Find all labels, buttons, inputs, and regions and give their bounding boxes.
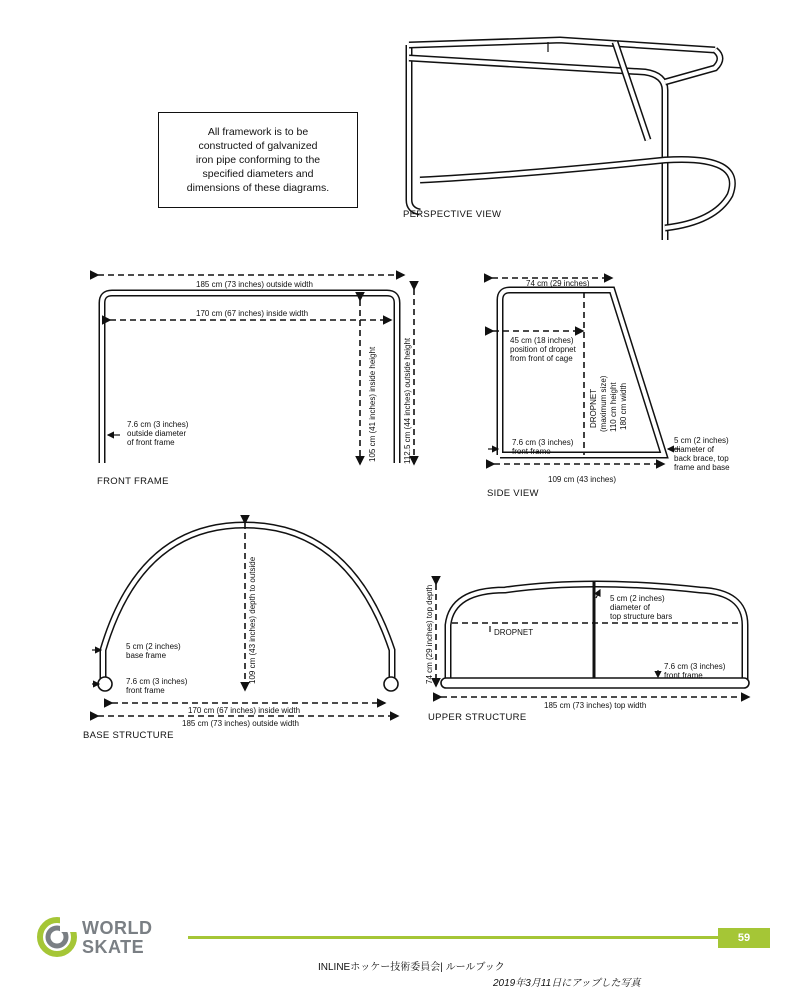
base-depth-label: 109 cm (43 inches) depth to outside	[248, 556, 257, 684]
side-back-brace-line: diameter of	[674, 445, 715, 454]
world-skate-emblem-icon	[36, 916, 78, 958]
base-front-frame-line: front frame	[126, 686, 165, 695]
side-dropnet-line: 110 cm height	[609, 382, 618, 432]
front-outside-width-label: 185 cm (73 inches) outside width	[196, 280, 313, 289]
page-number: 59	[718, 928, 770, 948]
side-dropnet-position-line: from front of cage	[510, 354, 573, 363]
upper-bars-line: diameter of	[610, 603, 651, 612]
side-back-brace-label	[674, 436, 730, 472]
side-view-title: SIDE VIEW	[487, 488, 539, 499]
front-inside-width-label: 170 cm (67 inches) inside width	[196, 309, 309, 318]
front-diameter-line: 7.6 cm (3 inches)	[127, 420, 189, 429]
note-line: All framework is to be	[207, 126, 309, 138]
front-diameter-line: outside diameter	[127, 429, 187, 438]
side-dropnet-line: 180 cm width	[619, 382, 628, 430]
front-diameter-line: of front frame	[127, 438, 175, 447]
side-front-frame-line: 7.6 cm (3 inches)	[512, 438, 574, 447]
footer-upload-note: 2019年3月11日にアップした写真	[493, 978, 641, 989]
upper-front-frame-line: front frame	[664, 671, 703, 680]
front-outside-height-label: 112.5 cm (44 inches) outside height	[403, 337, 412, 464]
side-view-drawing	[488, 278, 680, 464]
side-dropnet-size-label	[599, 376, 608, 432]
perspective-view-title: PERSPECTIVE VIEW	[403, 209, 502, 220]
base-front-frame-label	[126, 677, 187, 695]
note-line: iron pipe conforming to the	[195, 154, 321, 166]
base-inside-width-label: 170 cm (67 inches) inside width	[188, 706, 301, 715]
front-frame-title: FRONT FRAME	[97, 476, 169, 487]
upper-front-frame-label	[664, 662, 725, 680]
footer-caption: INLINEホッケー技術委員会| ルールブック	[318, 962, 505, 973]
side-back-brace-line: back brace, top	[674, 454, 729, 463]
side-front-frame-label	[512, 438, 573, 456]
base-structure-title: BASE STRUCTURE	[83, 730, 174, 741]
side-dropnet-size-label	[609, 382, 618, 432]
side-dropnet-size-label	[619, 383, 628, 430]
upper-bars-line: 5 cm (2 inches)	[610, 594, 665, 603]
note-line: specified diameters and	[202, 168, 314, 180]
side-dropnet-position-label	[510, 336, 576, 363]
upper-dropnet-label: DROPNET	[494, 628, 534, 637]
side-bottom-width-label: 109 cm (43 inches)	[548, 475, 617, 484]
upper-bars-label	[610, 594, 672, 621]
base-frame-label	[126, 642, 181, 660]
side-dropnet-position-line: 45 cm (18 inches)	[510, 336, 574, 345]
base-frame-line: 5 cm (2 inches)	[126, 642, 181, 651]
side-dropnet-word: DROPNET	[589, 388, 598, 428]
upper-front-frame-line: 7.6 cm (3 inches)	[664, 662, 726, 671]
side-dropnet-size-label	[589, 389, 598, 428]
upper-bars-line: top structure bars	[610, 612, 673, 621]
footer-rule	[188, 936, 718, 939]
side-back-brace-line: 5 cm (2 inches)	[674, 436, 729, 445]
base-outside-width-label: 185 cm (73 inches) outside width	[182, 719, 299, 728]
side-dropnet-line: (maximum size)	[599, 375, 608, 432]
front-inside-height-label: 105 cm (41 inches) inside height	[368, 346, 377, 462]
front-diameter-label	[127, 420, 188, 447]
upper-structure-title: UPPER STRUCTURE	[428, 712, 527, 723]
base-front-frame-line: 7.6 cm (3 inches)	[126, 677, 188, 686]
side-dropnet-position-line: position of dropnet	[510, 345, 576, 354]
side-front-frame-line: front frame	[512, 447, 551, 456]
world-skate-logo	[36, 916, 186, 960]
side-back-brace-line: frame and base	[674, 463, 730, 472]
note-line: dimensions of these diagrams.	[186, 182, 330, 194]
note-line: constructed of galvanized	[198, 140, 318, 152]
base-frame-line: base frame	[126, 651, 167, 660]
logo-text-world: WORLD	[82, 918, 153, 938]
upper-depth-label: 74 cm (29 inches) top depth	[425, 584, 434, 684]
upper-top-width-label: 185 cm (73 inches) top width	[544, 701, 647, 710]
side-top-width-label: 74 cm (29 inches)	[526, 279, 590, 288]
logo-text-skate: SKATE	[82, 937, 145, 957]
